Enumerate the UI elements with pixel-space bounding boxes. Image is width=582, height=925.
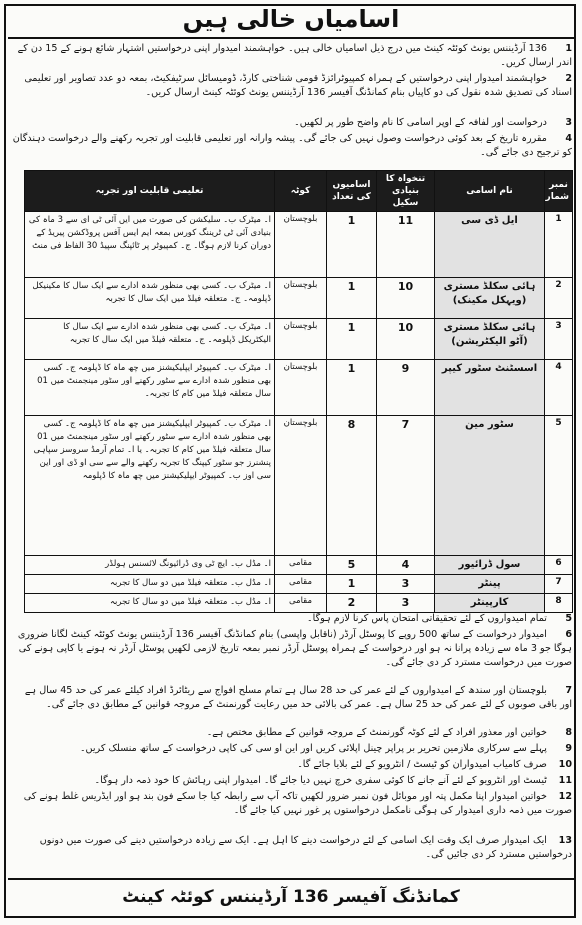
note-number: 10 xyxy=(558,759,572,770)
row-post-count: 1 xyxy=(327,575,377,594)
row-pay-scale: 3 xyxy=(377,575,435,594)
note-text: پہلے سے سرکاری ملازمین تحریر بر پراپر چینل اپلائی کریں اور این او سی کی کاپی درخواست کے ساتھ منسلک کریں۔ xyxy=(79,743,547,754)
row-pay-scale: 4 xyxy=(377,556,435,575)
header-pay-scale: تنخواہ کا بنیادی سکیل xyxy=(377,171,435,212)
row-qualifications: ا۔ میٹرک ب۔ کسی بھی منظور شدہ ادارے سے ایک سال کا مکینیکل ڈپلومہ۔ ج۔ متعلقہ فیلڈ میں ایک سال کا تجربہ xyxy=(25,278,275,319)
note-text: ایک امیدوار صرف ایک وقت ایک اسامی کے لئے درخواست دینے کا اہل ہے۔ ایک سے زیادہ درخواستیں دینے کی صورت میں دونوں درخواستیں مسترد کر دی جائیں گی۔ xyxy=(39,835,572,860)
table-row xyxy=(25,594,573,613)
table-row xyxy=(25,556,573,575)
bottom-note-6 xyxy=(10,628,572,670)
footer-divider xyxy=(8,878,574,880)
note-number: 4 xyxy=(565,133,572,144)
row-quota: بلوچستان xyxy=(275,416,327,556)
row-post-count: 1 xyxy=(327,319,377,360)
row-qualifications: ا۔ میٹرک ب۔ سلیکشن کی صورت میں ایں آئی ٹی ای سے 3 ماہ کی بنیادی آئی ٹی ٹریننگ کورس بمعہ ایم ایس آفس پروڈکشن پیریڈ کے دوران کرنا لازم ہوگا۔ ج۔ کمپیوٹر پر ٹائپنگ سپیڈ 30 الفاظ فی منٹ xyxy=(25,212,275,278)
row-quota: مقامی xyxy=(275,594,327,613)
table-header-row xyxy=(25,171,573,212)
row-qualifications: ا۔ میٹرک ب۔ کمپیوٹر ایپلیکیشنز میں چھ ماہ کا ڈپلومہ ج۔ کسی بھی منظور شدہ ادارے سے سٹور رکھنے اور سٹور مینجمنٹ میں 01 سال متعلقہ فیلڈ میں کام کا تجربہ۔ xyxy=(25,360,275,416)
row-pay-scale: 9 xyxy=(377,360,435,416)
table-row xyxy=(25,360,573,416)
footer-signature: کمانڈنگ آفیسر 136 آرڈیننس کوئٹہ کینٹ xyxy=(122,887,460,907)
note-text: خواتین اور معذور افراد کے لئے کوٹہ گورنمنٹ کے مروجہ قوانین کے مطابق مختص ہے۔ xyxy=(206,727,547,738)
table-row xyxy=(25,278,573,319)
note-text: خواتین امیدوار اپنا مکمل پتہ اور موبائل فون نمبر ضرور لکھیں تاکہ آپ سے رابطہ کیا جا سکے فون بند ہو اور ایڈریس غلط ہونے کی صورت میں ذمہ داری امیدوار کی ہوگی نامکمل درخواستوں پر غور نہیں کیا جائے گا۔ xyxy=(23,791,572,816)
row-pay-scale: 3 xyxy=(377,594,435,613)
header-post-name: نام اسامی xyxy=(435,171,545,212)
row-quota: بلوچستان xyxy=(275,319,327,360)
table-row xyxy=(25,416,573,556)
row-post-count: 1 xyxy=(327,212,377,278)
intro-note-4 xyxy=(10,132,572,160)
row-post-count: 1 xyxy=(327,278,377,319)
note-number: 7 xyxy=(565,685,572,696)
note-number: 5 xyxy=(565,613,572,624)
note-number: 2 xyxy=(565,73,572,84)
row-post-name: اسسٹنٹ سٹور کیپر xyxy=(435,360,545,416)
intro-note-2 xyxy=(10,72,572,100)
row-sno: 3 xyxy=(545,319,573,360)
row-pay-scale: 11 xyxy=(377,212,435,278)
row-qualifications: ا۔ مڈل ب۔ متعلقہ فیلڈ میں دو سال کا تجربہ xyxy=(25,575,275,594)
row-sno: 4 xyxy=(545,360,573,416)
row-post-count: 5 xyxy=(327,556,377,575)
note-number: 6 xyxy=(565,629,572,640)
row-qualifications: ا۔ میٹرک ب۔ کسی بھی منظور شدہ ادارے سے ایک سال کا الیکٹریکل ڈپلومہ۔ ج۔ متعلقہ فیلڈ میں ایک سال کا تجربہ xyxy=(25,319,275,360)
header-sno: نمبر شمار xyxy=(545,171,573,212)
row-qualifications: ا۔ میٹرک ب۔ کمپیوٹر ایپلیکیشنز میں چھ ماہ کا ڈپلومہ ج۔ کسی بھی منظور شدہ ادارے سے سٹور رکھنے اور سٹور مینجمنٹ میں 01 سال متعلقہ فیلڈ میں کام کا تجربہ۔ یا ا۔ تمام آرمڈ سروسز سپاہی پنشنرز جو سٹور کیپنگ کا تجربہ رکھنے والے سے سی او ڈی اور این سی اوز ب۔ کمپیوٹر ایپلیکیشنز میں چھ ماہ کا ڈپلومہ xyxy=(25,416,275,556)
note-text: 136 آرڈیننس یونٹ کوئٹہ کینٹ میں درج ذیل اسامیاں خالی ہیں۔ خواہشمند امیدوار اپنی درخواستیں اشتہار شائع ہونے کے 15 دن کے اندر ارسال کریں۔ xyxy=(17,43,572,68)
intro-note-1 xyxy=(10,42,572,70)
note-text: امیدوار درخواست کے ساتھ 500 روپے کا پوسٹل آرڈر (ناقابل واپسی) بنام کمانڈنگ آفیسر 136 آرڈیننس یونٹ کوئٹہ کینٹ لگانا ضروری ہوگا جو 3 ماہ سے زیادہ پرانا نہ ہو اور درخواست کے ہمراہ پوسٹل آرڈر نمبر بمعہ تاریخ لازمی لکھیں پوسٹل آرڈر نہ ہونے یا کاپی ہونے کی صورت میں درخواست مسترد کر دی جائے گی۔ xyxy=(17,629,572,668)
row-post-name: ایل ڈی سی xyxy=(435,212,545,278)
table-row xyxy=(25,575,573,594)
bottom-note-12 xyxy=(10,790,572,818)
row-quota: مقامی xyxy=(275,556,327,575)
row-pay-scale: 7 xyxy=(377,416,435,556)
note-text: صرف کامیاب امیدواران کو ٹیسٹ / انٹرویو کے لئے بلایا جائے گا۔ xyxy=(297,759,547,770)
note-number: 3 xyxy=(565,117,572,128)
note-text: خواہشمند امیدوار اپنی درخواستیں کے ہمراہ کمپیوٹرائزڈ قومی شناختی کارڈ، ڈومیسائل سرٹیفکیٹ، بمعہ دو عدد تصاویر اور تعلیمی اسناد کی تصدیق شدہ نقول کی دو کاپیاں بنام کمانڈنگ آفیسر 136 آرڈیننس یونٹ کوئٹہ کینٹ ارسال کریں۔ xyxy=(24,73,572,98)
bottom-note-7 xyxy=(10,684,572,712)
note-number: 12 xyxy=(558,791,572,802)
bottom-note-13 xyxy=(10,834,572,862)
row-post-name: ہائی سکلڈ مستری (ویہکل مکینک) xyxy=(435,278,545,319)
row-quota: بلوچستان xyxy=(275,212,327,278)
vacancies-table xyxy=(24,170,573,613)
note-number: 8 xyxy=(565,727,572,738)
row-sno: 1 xyxy=(545,212,573,278)
row-sno: 5 xyxy=(545,416,573,556)
bottom-note-11 xyxy=(10,774,572,788)
row-qualifications: ا۔ مڈل ب۔ ایچ ٹی وی ڈرائیونگ لائسنس ہولڈر xyxy=(25,556,275,575)
note-text: بلوچستان اور سندھ کے امیدواروں کے لئے عمر کی حد 28 سال ہے تمام مسلح افواج سے ریٹائرڈ افراد کیلئے عمر کی حد 45 سال ہے اور باقی صوبوں کے لئے عمر کی حد 25 سال ہے۔ عمر کی بالائی حد میں رعایت گورنمنٹ کے مروجہ قوانین کے مطابق دی جائے گی۔ xyxy=(24,685,572,710)
row-pay-scale: 10 xyxy=(377,278,435,319)
page-title: اسامیاں خالی ہیں xyxy=(182,5,400,33)
row-post-name: کارپینٹر xyxy=(435,594,545,613)
note-number: 9 xyxy=(565,743,572,754)
bottom-note-5 xyxy=(10,612,572,626)
row-pay-scale: 10 xyxy=(377,319,435,360)
note-text: تمام امیدواروں کے لئے تحقیقاتی امتحان پاس کرنا لازم ہوگا۔ xyxy=(307,613,547,624)
row-quota: مقامی xyxy=(275,575,327,594)
header-qualifications: تعلیمی قابلیت اور تجربہ xyxy=(25,171,275,212)
table-row xyxy=(25,212,573,278)
row-post-name: سول ڈرائیور xyxy=(435,556,545,575)
row-post-name: پینٹر xyxy=(435,575,545,594)
table-row xyxy=(25,319,573,360)
note-text: مقررہ تاریخ کے بعد کوئی درخواست وصول نہیں کی جائے گی۔ پیشہ وارانہ اور تعلیمی قابلیت اور تجربہ رکھنے والے درخواست دہندگان کو ترجیح دی جائے گی۔ xyxy=(12,133,572,158)
row-sno: 2 xyxy=(545,278,573,319)
row-sno: 8 xyxy=(545,594,573,613)
header-post-count: اسامیوں کی تعداد xyxy=(327,171,377,212)
intro-note-3 xyxy=(10,116,572,130)
row-post-count: 2 xyxy=(327,594,377,613)
bottom-note-8 xyxy=(10,726,572,740)
row-qualifications: ا۔ مڈل ب۔ متعلقہ فیلڈ میں دو سال کا تجربہ xyxy=(25,594,275,613)
row-quota: بلوچستان xyxy=(275,278,327,319)
row-sno: 6 xyxy=(545,556,573,575)
note-text: درخواست اور لفافہ کے اوپر اسامی کا نام واضح طور پر لکھیں۔ xyxy=(294,117,547,128)
header-quota: کوٹہ xyxy=(275,171,327,212)
note-number: 1 xyxy=(565,43,572,54)
note-text: ٹیسٹ اور انٹرویو کے لئے آنے جانے کا کوئی سفری خرچ نہیں دیا جائے گا۔ امیدوار اپنی رہائش کا خود ذمہ دار ہوگا۔ xyxy=(94,775,547,786)
title-divider xyxy=(8,37,574,39)
row-post-name: سٹور مین xyxy=(435,416,545,556)
row-quota: بلوچستان xyxy=(275,360,327,416)
row-post-count: 1 xyxy=(327,360,377,416)
row-post-count: 8 xyxy=(327,416,377,556)
row-sno: 7 xyxy=(545,575,573,594)
bottom-note-9 xyxy=(10,742,572,756)
note-number: 13 xyxy=(558,835,572,846)
row-post-name: ہائی سکلڈ مستری (آٹو الیکٹریشن) xyxy=(435,319,545,360)
bottom-note-10 xyxy=(10,758,572,772)
note-number: 11 xyxy=(558,775,572,786)
